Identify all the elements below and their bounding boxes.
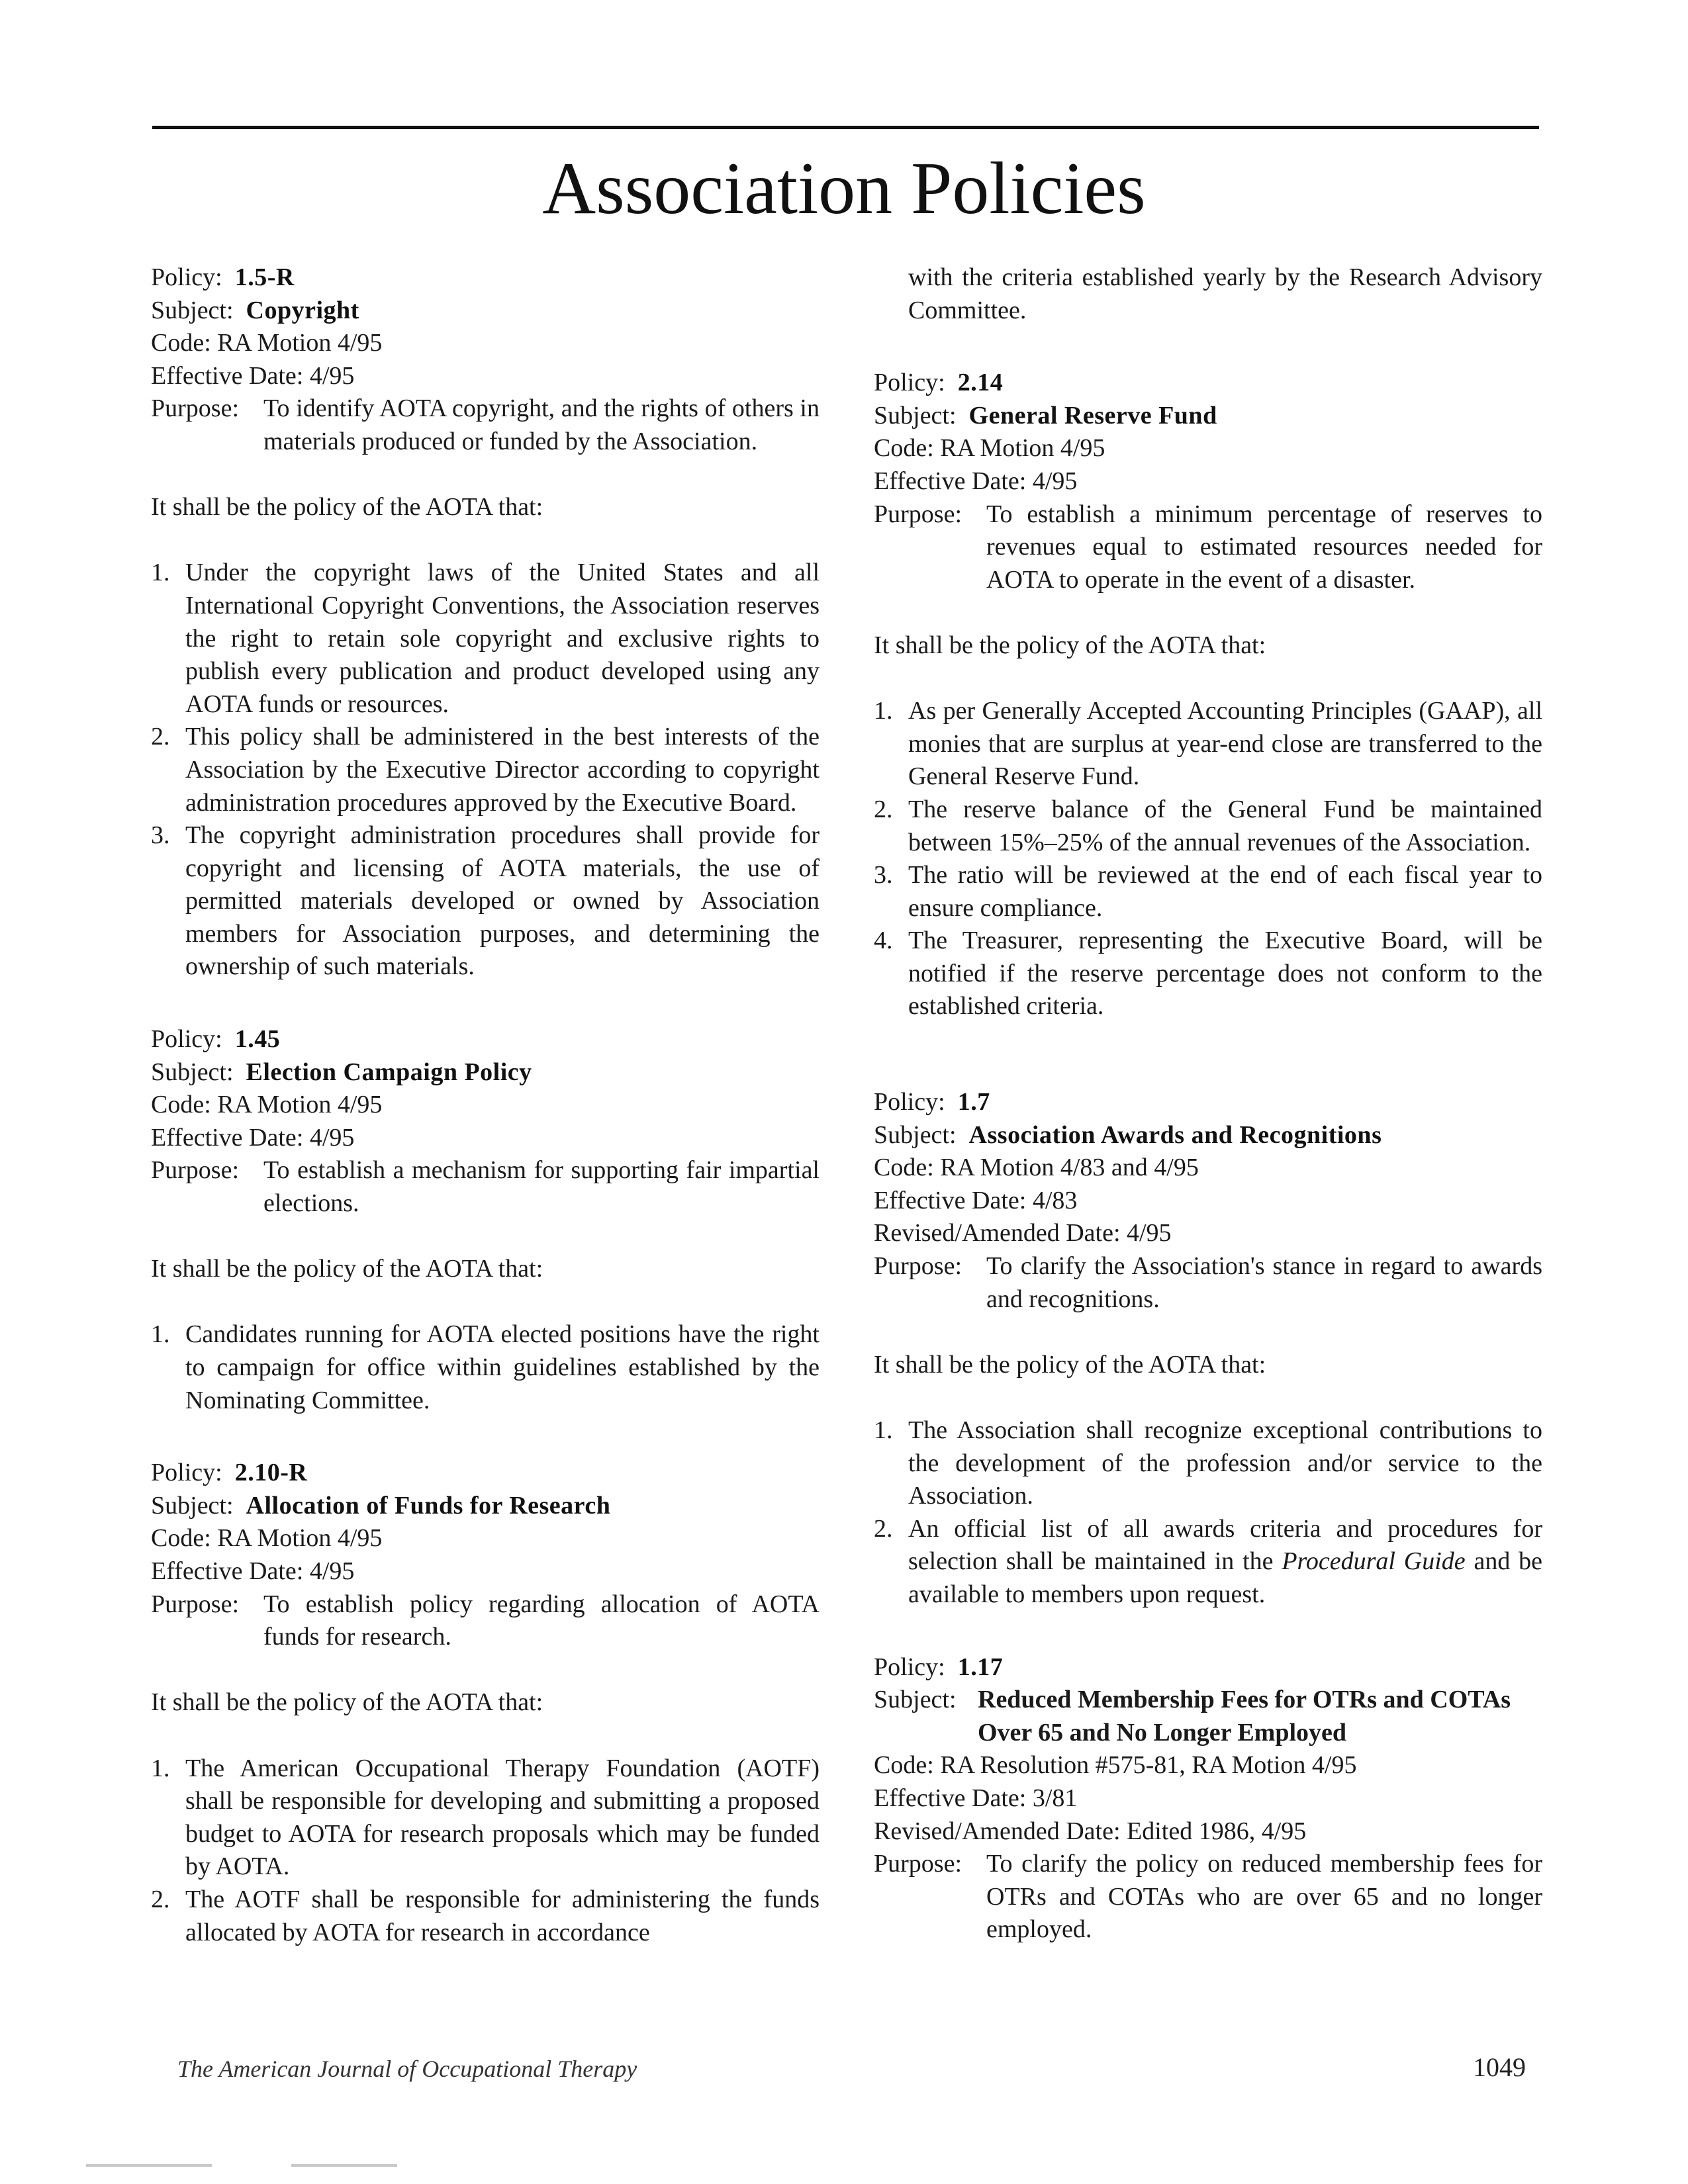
list-item: 3. The copyright administration procedures shall provide for copyright and licensing of AOTA materials, the use of permitted materials developed or owned by Association members for Association purposes, and determining the ownership of such materials. [151,821,820,981]
list-item: 2. The AOTF shall be responsible for administering the funds allocated by AOTA for research in accordance [151,1885,820,1946]
footer-journal-name: The American Journal of Occupational Therapy [177,2056,637,2082]
policy-intro: It shall be the policy of the AOTA that: [874,631,1266,659]
policy-subject-line: Subject: General Reserve Fund [874,401,1217,430]
policy-revised-date: Revised/Amended Date: Edited 1986, 4/95 [874,1817,1307,1845]
policy-number-line: Policy: 1.17 [874,1653,1004,1681]
policy-effective-date: Effective Date: 4/83 [874,1186,1078,1214]
policy-block-1-17 [874,1651,1542,1946]
policy-number-line: Policy: 1.7 [874,1088,990,1116]
policy-subject-line: Subject: Reduced Membership Fees for OTRs and COTAs Over 65 and No Longer Employed [874,1686,1511,1747]
policy-purpose: Purpose: To clarify the policy on reduced membership fees for OTRs and COTAs who are over 65 and no longer employed. [874,1850,1542,1944]
procedural-guide-title: Procedural Guide [1282,1547,1466,1576]
policy-block-2-14 [874,367,1542,1023]
left-column [151,261,820,1949]
policy-effective-date: Effective Date: 4/95 [151,1557,355,1585]
policy-code: Code: RA Motion 4/95 [151,1524,383,1553]
policy-number-line: Policy: 2.14 [874,369,1004,397]
page-title: Association Policies [542,148,1146,230]
list-item: 4. The Treasurer, representing the Executive Board, will be notified if the reserve percentage does not conform to the established criteria. [874,927,1542,1021]
policy-items [151,1752,820,1950]
policy-intro: It shall be the policy of the AOTA that: [151,1688,543,1717]
policy-code: Code: RA Motion 4/95 [151,329,383,357]
policy-purpose: Purpose: To establish policy regarding allocation of AOTA funds for research. [151,1590,820,1651]
list-item: 2. This policy shall be administered in the best interests of the Association by the Executive Director according to copyright administration procedures approved by the Executive Board. [151,723,820,817]
policy-effective-date: Effective Date: 4/95 [151,361,355,390]
list-item: 1. The American Occupational Therapy Foundation (AOTF) shall be responsible for developing and submitting a proposed budget to AOTA for research proposals which may be funded by AOTA. [151,1754,820,1881]
policy-subject-line: Subject: Association Awards and Recognitions [874,1120,1382,1149]
policy-purpose: Purpose: To establish a mechanism for supporting fair impartial elections. [151,1156,820,1218]
list-item: 1. The Association shall recognize exceptional contributions to the development of the profession and/or service to the Association. [874,1416,1542,1510]
policy-number-line: Policy: 1.5-R [151,263,295,291]
right-column [874,261,1542,1946]
policy-block-1-7 [874,1086,1542,1612]
policy-code: Code: RA Motion 4/83 and 4/95 [874,1154,1199,1182]
policy-purpose: Purpose: To establish a minimum percentage of reserves to revenues equal to estimated resources needed for AOTA to operate in the event of a disaster. [874,500,1542,594]
policy-intro: It shall be the policy of the AOTA that: [151,493,543,522]
policy-subject-line: Subject: Allocation of Funds for Research [151,1491,611,1520]
policy-number-line: Policy: 2.10-R [151,1459,308,1487]
list-item: 2. The reserve balance of the General Fund be maintained between 15%–25% of the annual revenues of the Association. [874,795,1542,856]
scan-artifact [86,2164,212,2167]
policy-block-1-5-r [151,261,820,983]
continued-text: with the criteria established yearly by the Research Advisory Committee. [908,263,1542,324]
policy-effective-date: Effective Date: 4/95 [151,1123,355,1152]
policy-effective-date: Effective Date: 4/95 [874,467,1078,495]
footer-page-number: 1049 [1473,2052,1526,2082]
policy-items [151,1318,820,1417]
policy-purpose: Purpose: To clarify the Association's stance in regard to awards and recognitions. [874,1252,1542,1313]
list-item: 1. As per Generally Accepted Accounting Principles (GAAP), all monies that are surplus at year-end close are transferred to the General Reserve Fund. [874,697,1542,791]
policy-code: Code: RA Motion 4/95 [151,1091,383,1119]
policy-intro: It shall be the policy of the AOTA that: [151,1255,543,1283]
policy-subject-line: Subject: Copyright [151,296,359,324]
policy-items [151,557,820,983]
policy-items [874,1414,1542,1612]
policy-number-line: Policy: 1.45 [151,1025,281,1054]
list-item: 1. Under the copyright laws of the United States and all International Copyright Conventions, the Association reserves the right to retain sole copyright and exclusive rights to publish every publication and product developed using any AOTA funds or resources. [151,559,820,718]
policy-code: Code: RA Resolution #575-81, RA Motion 4/95 [874,1751,1357,1780]
policy-code: Code: RA Motion 4/95 [874,434,1105,463]
list-item: 3. The ratio will be reviewed at the end of each fiscal year to ensure compliance. [874,861,1542,922]
list-item: 2. An official list of all awards criteria and procedures for selection shall be maintained in the Procedural Guide and be available to members upon request. [874,1514,1542,1608]
scan-artifact [291,2164,397,2167]
policy-subject-line: Subject: Election Campaign Policy [151,1058,532,1086]
policy-items [874,695,1542,1023]
policy-block-1-45 [151,1023,820,1417]
policy-effective-date: Effective Date: 3/81 [874,1784,1078,1812]
list-item: 1. Candidates running for AOTA elected positions have the right to campaign for office within guidelines established by the Nominating Committee. [151,1320,820,1414]
policy-intro: It shall be the policy of the AOTA that: [874,1350,1266,1379]
policy-purpose: Purpose: To identify AOTA copyright, and the rights of others in materials produced or funded by the Association. [151,394,820,455]
policy-block-2-10-r [151,1457,820,1949]
header-rule [152,126,1539,129]
policy-revised-date: Revised/Amended Date: 4/95 [874,1219,1172,1248]
